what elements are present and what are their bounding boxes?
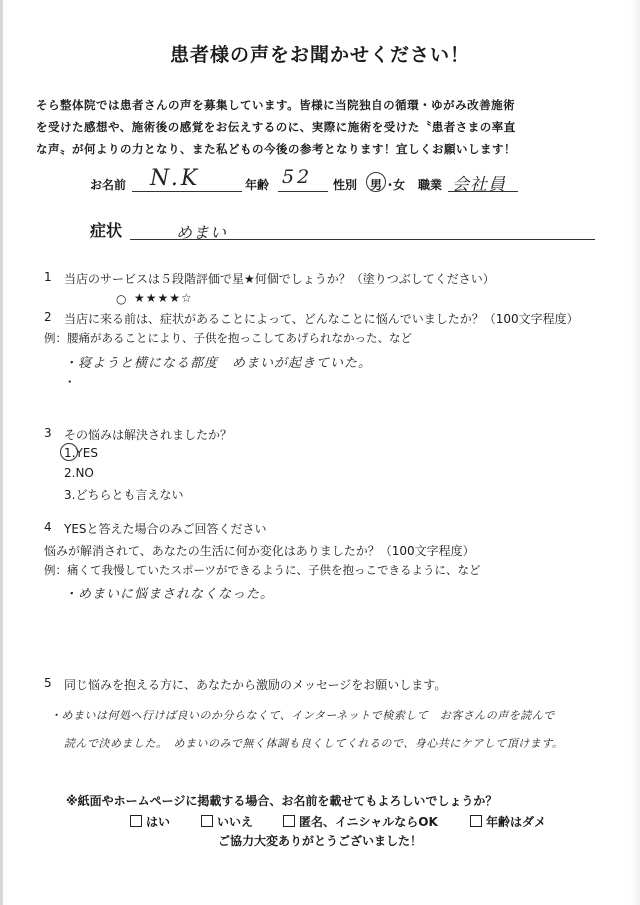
q2-text: 当店に来る前は、症状があることによって、どんなことに悩んでいましたか？（100文字程度） bbox=[64, 312, 579, 326]
job-label: 職業 bbox=[418, 178, 443, 192]
age-value: 52 bbox=[282, 166, 313, 188]
checkbox-no-age-icon[interactable] bbox=[470, 815, 482, 827]
choice-yes-label: はい bbox=[146, 815, 171, 829]
gender-male: 男 bbox=[370, 178, 383, 192]
q3-text: その悩みは解決されましたか？ bbox=[64, 428, 233, 442]
choice-anonymous[interactable] bbox=[283, 813, 438, 830]
job-underline bbox=[448, 191, 518, 192]
q5-answer-line-1: ・めまいは何処へ行けば良いのか分らなくて、インターネットで検索して お客さんの声を読んで bbox=[50, 709, 555, 722]
q3-option-neither: 3.どちらとも言えない bbox=[64, 488, 184, 502]
q5-text: 同じ悩みを抱える方に、あなたから激励のメッセージをお願いします。 bbox=[64, 678, 447, 692]
symptom-value: めまい bbox=[176, 223, 228, 242]
age-underline bbox=[278, 191, 328, 192]
checkbox-anonymous-icon[interactable] bbox=[283, 815, 295, 827]
checkbox-yes-icon[interactable] bbox=[130, 815, 142, 827]
name-label: お名前 bbox=[90, 178, 127, 192]
q1-number: 1 bbox=[44, 270, 52, 284]
intro-line-3: な声〟が何よりの力となり、また私どもの今後の参考となります！宜しくお願いします！ bbox=[36, 142, 516, 156]
q1-text: 当店のサービスは５段階評価で星★何個でしょうか？（塗りつぶしてください） bbox=[64, 272, 495, 286]
q5-number: 5 bbox=[44, 676, 52, 690]
scan-shadow bbox=[630, 0, 640, 905]
q1-stars: ★★★★☆ bbox=[134, 291, 193, 305]
age-label: 年齢 bbox=[245, 178, 270, 192]
q3-option-yes: 1.YES bbox=[64, 446, 98, 460]
footer-thanks: ご協力大変ありがとうございました！ bbox=[217, 834, 422, 848]
symptom-underline bbox=[130, 239, 595, 240]
q4-text: YESと答えた場合のみご回答ください bbox=[64, 522, 267, 536]
gender-sep: ・ bbox=[384, 178, 397, 192]
q3-yes-circle bbox=[60, 443, 78, 461]
choice-anonymous-label: 匿名、イニシャルならOK bbox=[299, 815, 438, 829]
scan-edge bbox=[0, 0, 3, 905]
checkbox-no-icon[interactable] bbox=[201, 815, 213, 827]
q2-example: 例：腰痛があることにより、子供を抱っこしてあげられなかった、など bbox=[44, 331, 412, 345]
q5-answer-line-2: 読んで決めました。 めまいのみで無く体調も良くしてくれるので、身心共にケアして頂けます。 bbox=[64, 737, 564, 750]
gender-label: 性別 bbox=[333, 178, 358, 192]
q4-answer: ・めまいに悩まされなくなった。 bbox=[64, 587, 275, 602]
q4-example: 例：痛くて我慢していたスポーツができるように、子供を抱っこできるように、など bbox=[44, 563, 481, 577]
form-title: 患者様の声をお聞かせください！ bbox=[169, 44, 470, 66]
gender-male-circle bbox=[366, 172, 386, 192]
choice-yes[interactable] bbox=[130, 813, 170, 830]
name-value: N.K bbox=[150, 166, 201, 191]
job-value: 会社員 bbox=[452, 175, 506, 195]
choice-no-age[interactable] bbox=[470, 813, 546, 830]
choice-no-label: いいえ bbox=[217, 815, 254, 829]
q4-subtext: 悩みが解消されて、あなたの生活に何か変化はありましたか？（100文字程度） bbox=[44, 544, 475, 558]
intro-line-2: を受けた感想や、施術後の感覚をお伝えするのに、実際に施術を受けた〝患者さまの率直 bbox=[36, 120, 516, 134]
choice-no-age-label: 年齢はダメ bbox=[486, 815, 547, 829]
footer-question: ※紙面やホームページに掲載する場合、お名前を載せてもよろしいでしょうか？ bbox=[66, 794, 498, 808]
q3-option-no: 2.NO bbox=[64, 466, 94, 480]
gender-female: 女 bbox=[393, 178, 406, 192]
q3-number: 3 bbox=[44, 426, 52, 440]
symptom-label: 症状 bbox=[90, 221, 123, 240]
q2-answer: ・寝ようと横になる都度 めまいが起きていた。 bbox=[64, 356, 373, 371]
q4-number: 4 bbox=[44, 520, 52, 534]
name-underline bbox=[132, 191, 242, 192]
q2-number: 2 bbox=[44, 310, 52, 324]
q1-bullet: ○ bbox=[116, 292, 127, 306]
intro-line-1: そら整体院では患者さんの声を募集しています。皆様に当院独自の循環・ゆがみ改善施術 bbox=[36, 98, 516, 112]
q2-bullet-2: ・ bbox=[64, 375, 76, 389]
choice-no[interactable] bbox=[201, 813, 253, 830]
